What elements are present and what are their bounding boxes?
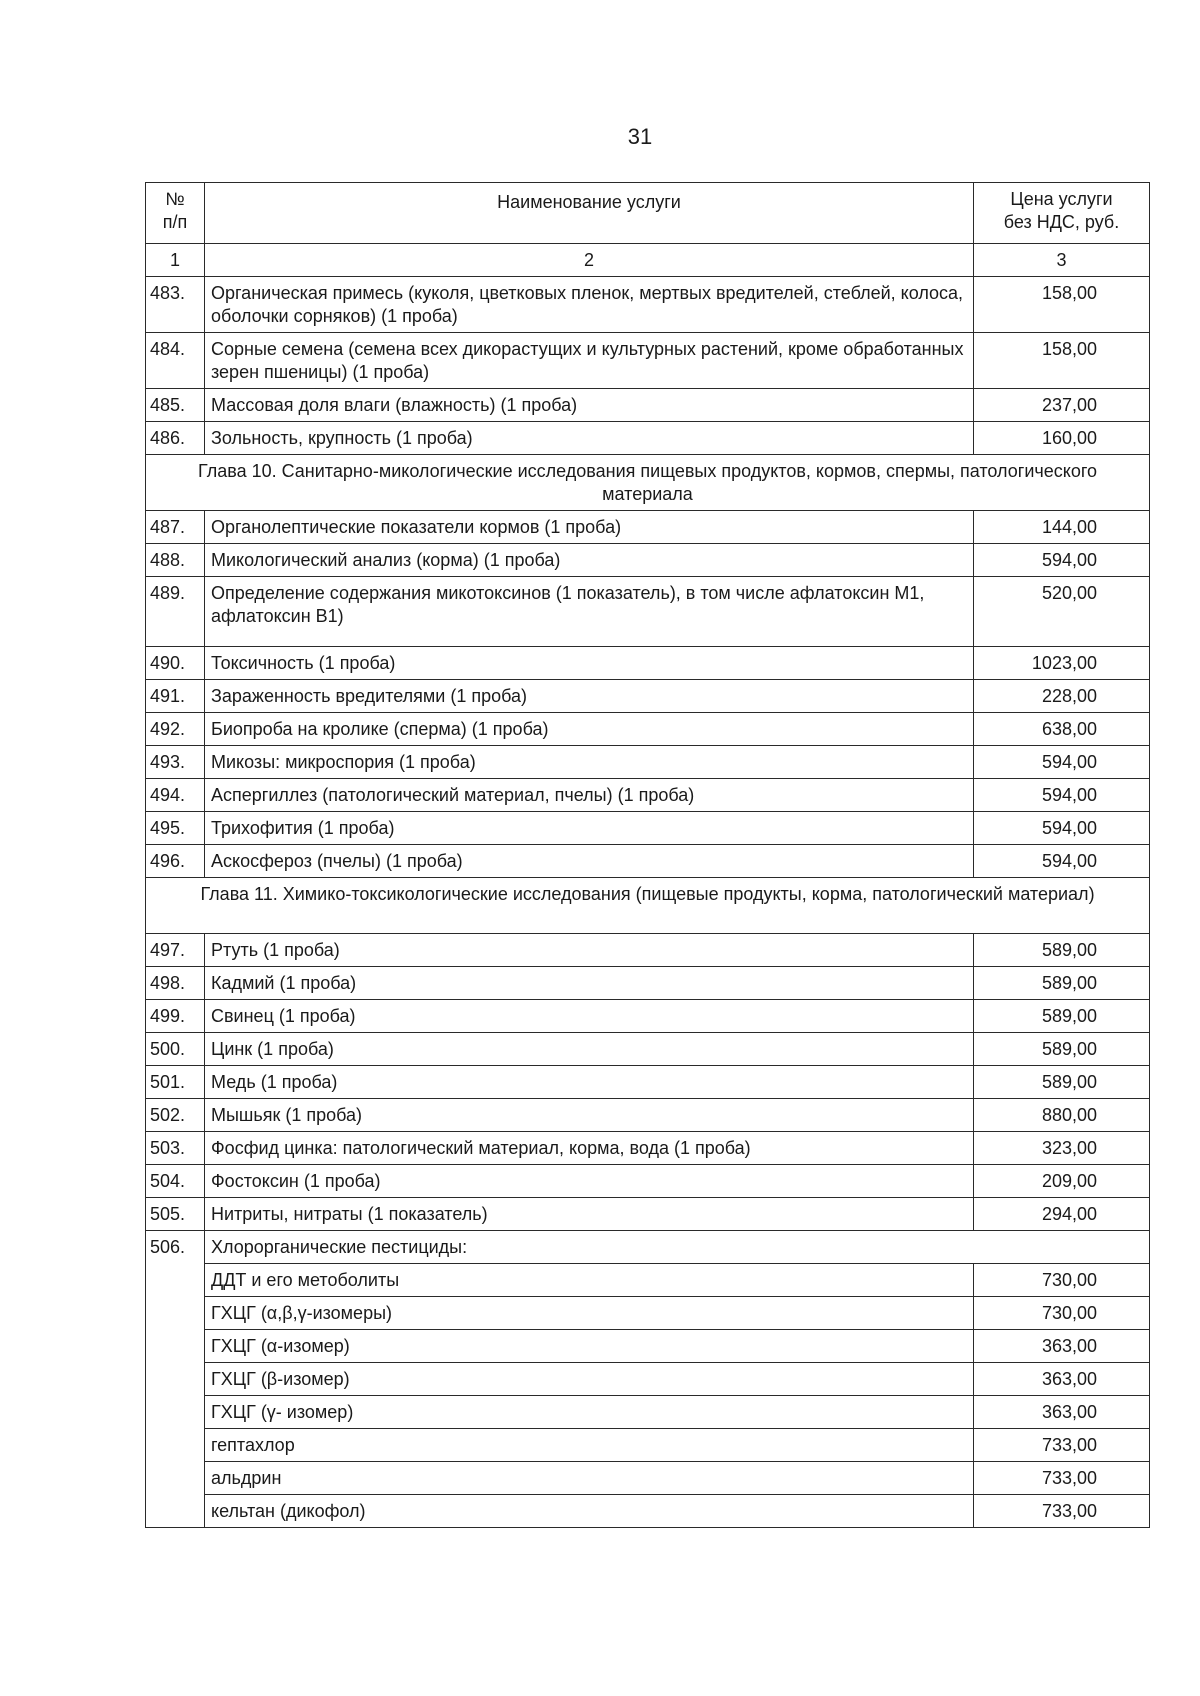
service-name: Кадмий (1 проба) [205,967,974,1000]
row-number: 499. [146,1000,205,1033]
table-row [146,779,1150,812]
column-index: 3 [974,244,1150,277]
sub-item-price: 733,00 [974,1429,1150,1462]
chapter-10-row [146,455,1150,511]
sub-item-name: ГХЦГ (γ- изомер) [205,1396,974,1429]
row-number: 502. [146,1099,205,1132]
chapter-title: Глава 10. Санитарно-микологические исследования пищевых продуктов, кормов, спермы, патологического материала [146,455,1150,511]
empty-number-cell [146,1330,205,1363]
service-price: 589,00 [974,1033,1150,1066]
service-name: Сорные семена (семена всех дикорастущих и культурных растений, кроме обработанных зерен пшеницы) (1 проба) [205,333,974,389]
service-price: 520,00 [974,577,1150,647]
table-row [146,422,1150,455]
sub-item-row [146,1462,1150,1495]
service-name: Микозы: микроспория (1 проба) [205,746,974,779]
row-number: 498. [146,967,205,1000]
service-name: Органолептические показатели кормов (1 проба) [205,511,974,544]
empty-number-cell [146,1396,205,1429]
service-name: Свинец (1 проба) [205,1000,974,1033]
table-row [146,812,1150,845]
sub-item-price: 363,00 [974,1330,1150,1363]
empty-number-cell [146,1429,205,1462]
table-row [146,1165,1150,1198]
empty-number-cell [146,1264,205,1297]
service-price: 594,00 [974,812,1150,845]
sub-item-price: 733,00 [974,1462,1150,1495]
row-number: 497. [146,934,205,967]
row-number: 506. [146,1231,205,1264]
table-row [146,746,1150,779]
sub-item-row [146,1429,1150,1462]
service-name: Массовая доля влаги (влажность) (1 проба) [205,389,974,422]
chapter-11-row [146,878,1150,934]
service-name: Мышьяк (1 проба) [205,1099,974,1132]
service-name: Органическая примесь (куколя, цветковых пленок, мертвых вредителей, стеблей, колоса, оболочки сорняков) (1 проба) [205,277,974,333]
service-name: Зараженность вредителями (1 проба) [205,680,974,713]
service-name: Определение содержания микотоксинов (1 показатель), в том числе афлатоксин М1, афлатоксин В1) [205,577,974,647]
service-price: 1023,00 [974,647,1150,680]
row-number: 491. [146,680,205,713]
service-price: 323,00 [974,1132,1150,1165]
service-name: Нитриты, нитраты (1 показатель) [205,1198,974,1231]
service-price: 144,00 [974,511,1150,544]
row-number: 505. [146,1198,205,1231]
row-number: 492. [146,713,205,746]
sub-item-name: ГХЦГ (β-изомер) [205,1363,974,1396]
page-number: 31 [627,124,653,149]
table-row [146,577,1150,647]
service-name: Хлорорганические пестициды: [205,1231,1150,1264]
table-row [146,1066,1150,1099]
column-index: 1 [146,244,205,277]
service-price: 594,00 [974,544,1150,577]
service-price: 237,00 [974,389,1150,422]
chapter-title: Глава 11. Химико-токсикологические исследования (пищевые продукты, корма, патологический материал) [146,878,1150,934]
sub-item-name: ГХЦГ (α,β,γ-изомеры) [205,1297,974,1330]
sub-item-name: ДДТ и его метоболиты [205,1264,974,1297]
table-row [146,1033,1150,1066]
service-price: 589,00 [974,1000,1150,1033]
sub-item-price: 363,00 [974,1396,1150,1429]
service-name: Медь (1 проба) [205,1066,974,1099]
sub-item-row [146,1297,1150,1330]
service-price: 589,00 [974,967,1150,1000]
empty-number-cell [146,1297,205,1330]
sub-item-price: 363,00 [974,1363,1150,1396]
sub-item-row [146,1264,1150,1297]
table-row [146,333,1150,389]
service-name: Фосфид цинка: патологический материал, корма, вода (1 проба) [205,1132,974,1165]
service-name: Токсичность (1 проба) [205,647,974,680]
price-table [145,182,1150,1528]
service-price: 589,00 [974,934,1150,967]
table-row [146,511,1150,544]
column-index-row [146,244,1150,277]
table-row [146,680,1150,713]
row-number: 504. [146,1165,205,1198]
service-price: 228,00 [974,680,1150,713]
table-row [146,967,1150,1000]
row-number: 489. [146,577,205,647]
table-row [146,277,1150,333]
sub-item-name: гептахлор [205,1429,974,1462]
table-row [146,1132,1150,1165]
row-number: 503. [146,1132,205,1165]
table-row [146,544,1150,577]
service-name: Аскосфероз (пчелы) (1 проба) [205,845,974,878]
table-row [146,647,1150,680]
empty-number-cell [146,1363,205,1396]
sub-item-row [146,1363,1150,1396]
row-number: 483. [146,277,205,333]
service-price: 594,00 [974,779,1150,812]
row-number: 486. [146,422,205,455]
service-price: 158,00 [974,277,1150,333]
row-number: 485. [146,389,205,422]
empty-number-cell [146,1462,205,1495]
service-name: Трихофития (1 проба) [205,812,974,845]
row-number: 501. [146,1066,205,1099]
row-number: 494. [146,779,205,812]
table-row [146,1000,1150,1033]
table-row [146,845,1150,878]
header-name: Наименование услуги [205,183,974,244]
table-row [146,713,1150,746]
empty-number-cell [146,1495,205,1528]
service-price: 594,00 [974,746,1150,779]
sub-item-price: 733,00 [974,1495,1150,1528]
sub-item-name: кельтан (дикофол) [205,1495,974,1528]
sub-item-price: 730,00 [974,1264,1150,1297]
sub-item-name: альдрин [205,1462,974,1495]
service-name: Аспергиллез (патологический материал, пчелы) (1 проба) [205,779,974,812]
service-price: 638,00 [974,713,1150,746]
row-number: 500. [146,1033,205,1066]
table-header-row [146,183,1150,244]
sub-item-row [146,1330,1150,1363]
table-row [146,1198,1150,1231]
sub-item-name: ГХЦГ (α-изомер) [205,1330,974,1363]
sub-item-row [146,1396,1150,1429]
table-row [146,389,1150,422]
row-number: 484. [146,333,205,389]
row-number: 493. [146,746,205,779]
sub-item-row [146,1495,1150,1528]
service-name: Фостоксин (1 проба) [205,1165,974,1198]
column-index: 2 [205,244,974,277]
service-name: Ртуть (1 проба) [205,934,974,967]
sub-item-price: 730,00 [974,1297,1150,1330]
header-price: Цена услуги без НДС, руб. [974,183,1150,244]
service-name: Цинк (1 проба) [205,1033,974,1066]
service-price: 594,00 [974,845,1150,878]
row-number: 490. [146,647,205,680]
service-price: 160,00 [974,422,1150,455]
row-number: 487. [146,511,205,544]
service-price: 209,00 [974,1165,1150,1198]
service-name: Микологический анализ (корма) (1 проба) [205,544,974,577]
price-table-body [146,183,1150,1528]
service-price: 294,00 [974,1198,1150,1231]
service-price: 880,00 [974,1099,1150,1132]
row-number: 488. [146,544,205,577]
service-price: 589,00 [974,1066,1150,1099]
table-row [146,1099,1150,1132]
service-name: Биопроба на кролике (сперма) (1 проба) [205,713,974,746]
table-row [146,934,1150,967]
service-price: 158,00 [974,333,1150,389]
row-number: 496. [146,845,205,878]
row-number: 495. [146,812,205,845]
header-num: № п/п [146,183,205,244]
service-name: Зольность, крупность (1 проба) [205,422,974,455]
table-row [146,1231,1150,1264]
